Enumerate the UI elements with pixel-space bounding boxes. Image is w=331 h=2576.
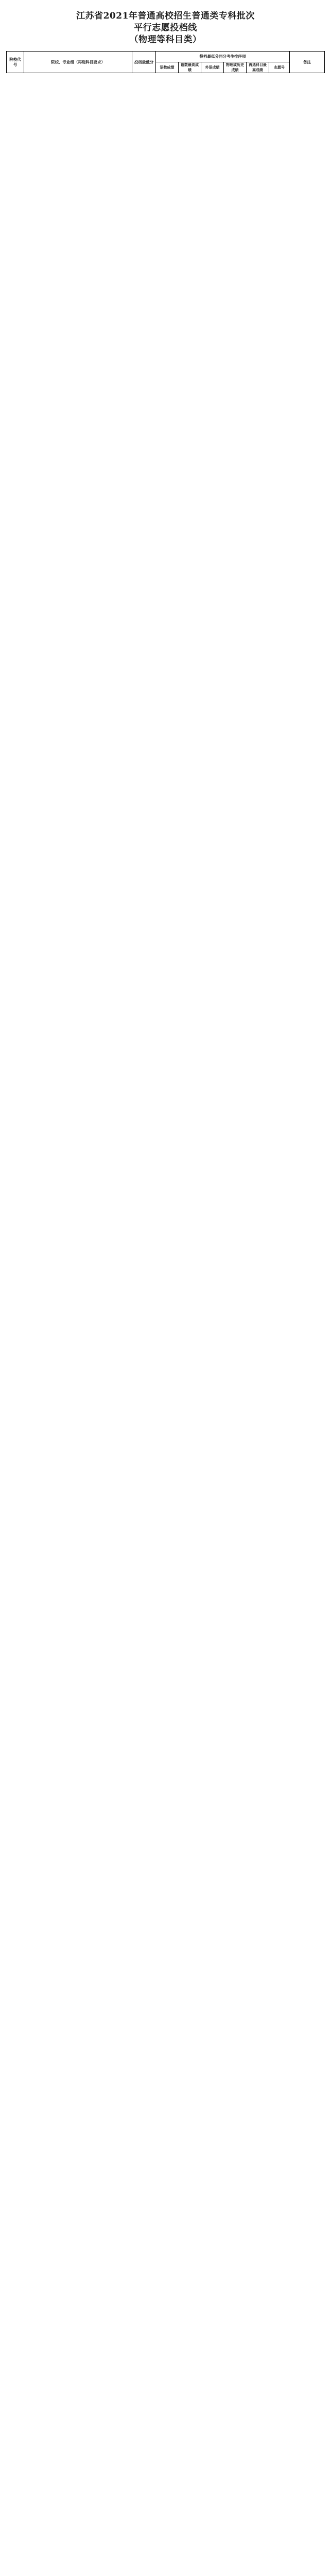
title-line-3: （物理等科目类） [129, 35, 202, 45]
header-tb3: 外语成绩 [201, 62, 224, 73]
header-min-score: 投档最低分 [132, 52, 156, 73]
header-note: 备注 [290, 52, 325, 73]
document-title [6, 8, 325, 46]
title-line-1: 江苏省2021年普通高校招生普通类专科批次 [76, 11, 255, 21]
score-table [6, 51, 325, 73]
header-tb6: 志愿号 [269, 62, 290, 73]
header-tb1: 语数成绩 [156, 62, 179, 73]
header-tiebreak-group: 投档最低分同分考生排序项 [156, 52, 290, 62]
header-tb5: 再选科目最高成绩 [247, 62, 269, 73]
header-tb4: 物理或历史成绩 [224, 62, 247, 73]
header-code: 院校代号 [7, 52, 24, 73]
title-line-2: 平行志愿投档线 [134, 23, 197, 33]
table-header-row [7, 52, 325, 62]
header-tb2: 语数最高成绩 [179, 62, 201, 73]
score-table-wrapper [6, 51, 324, 73]
header-name: 院校、专业组（再选科目要求） [24, 52, 132, 73]
